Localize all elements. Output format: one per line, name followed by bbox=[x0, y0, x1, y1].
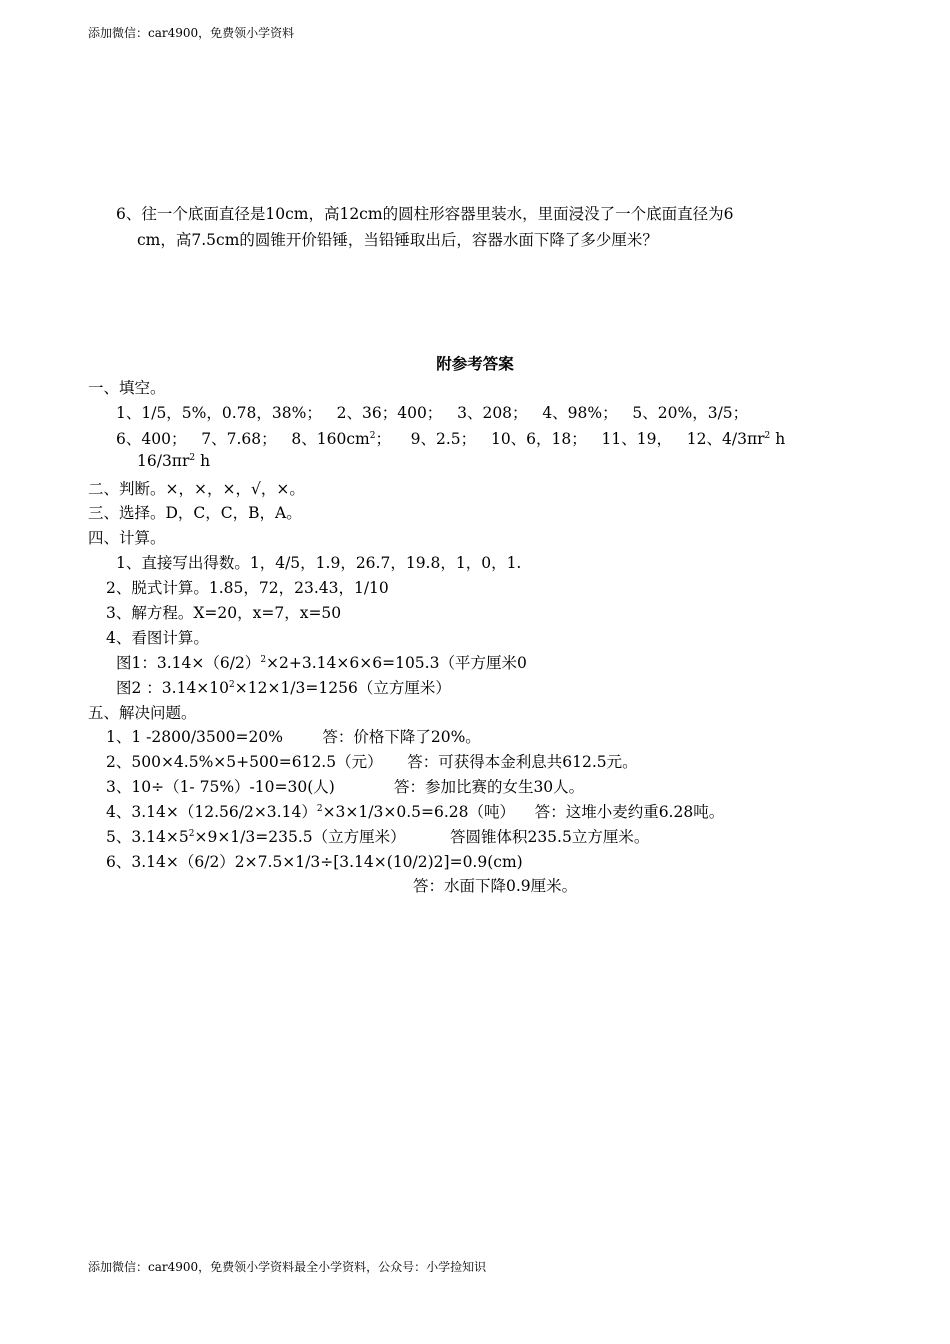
section-1-row-1: 1、1/5，5%，0.78，38%； 2、36；400； 3、208； 4、98%； 5、20%，3/5； bbox=[116, 404, 749, 422]
section-1-heading: 一、填空。 bbox=[88, 379, 166, 397]
section-5-answer-1: 1、1 -2800/3500=20% 答：价格下降了20%。 bbox=[106, 728, 481, 746]
section-5-heading: 五、解决问题。 bbox=[88, 704, 197, 722]
question-6-line-2: cm，高7.5cm的圆锥开价铅锤，当铅锤取出后，容器水面下降了多少厘米？ bbox=[137, 231, 658, 249]
section-4-answer-2: 2、脱式计算。1.85，72，23.43，1/10 bbox=[106, 579, 389, 597]
section-3-heading: 三、选择。D，C，C，B，A。 bbox=[88, 504, 302, 522]
question-6-line-1: 6、往一个底面直径是10cm，高12cm的圆柱形容器里装水，里面浸没了一个底面直径为6 bbox=[116, 205, 734, 223]
section-4-heading: 四、计算。 bbox=[88, 529, 166, 547]
section-5-answer-2: 2、500×4.5%×5+500=612.5（元） 答：可获得本金利息共612.5元。 bbox=[106, 753, 638, 771]
section-4-answer-3: 3、解方程。X=20，x=7，x=50 bbox=[106, 604, 342, 622]
page-header: 添加微信：car4900，免费领小学资料 bbox=[88, 26, 295, 40]
page-footer: 添加微信：car4900，免费领小学资料最全小学资料，公众号：小学捡知识 bbox=[88, 1260, 487, 1274]
figure-2-answer: 图2 ：$3.14\times 10^2\times 12\times 1/3=1256$（立方厘米） bbox=[116, 679, 451, 697]
section-4-answer-4: 4、看图计算。 bbox=[106, 629, 209, 647]
section-1-row-2: 6、400； 7、7.68； 8、$160cm^2$； 9、2.5； 10、6，18； 11、19， 12、$4/3\pi r^2$ h bbox=[116, 430, 786, 448]
section-4-answer-1: 1、直接写出得数。1，4/5，1.9，26.7，19.8，1，0，1. bbox=[116, 554, 522, 572]
figure-1-answer: 图1：$3.14\times(6/2)^2\times 2+3.14\times 6\times 6=105.3$（平方厘米0 bbox=[116, 654, 527, 672]
section-1-row-3: $16/3\pi r^2$ h bbox=[137, 452, 211, 470]
section-5-answer-5: 5、$3.14\times 5^2\times 9\times 1/3=235.5$（立方厘米） 答圆锥体积235.5立方厘米。 bbox=[106, 828, 650, 846]
section-5-answer-6-conclusion: 答：水面下降0.9厘米。 bbox=[413, 877, 578, 895]
section-5-answer-4: 4、$3.14\times(12.56/2\times 3.14)^2\times 3\times 1/3\times 0.5=6.28$（吨） 答：这堆小麦约重6.28吨。 bbox=[106, 803, 725, 821]
section-5-answer-3: 3、10÷（1- 75%）-10=30(人) 答：参加比赛的女生30人。 bbox=[106, 778, 585, 796]
section-5-answer-6: 6、3.14×（6/2）2×7.5×1/3÷[3.14×(10/2)2]=0.9(cm) bbox=[106, 853, 523, 871]
answers-title: 附参考答案 bbox=[436, 355, 514, 373]
section-2-heading: 二、判断。×，×，×，√，×。 bbox=[88, 480, 305, 498]
